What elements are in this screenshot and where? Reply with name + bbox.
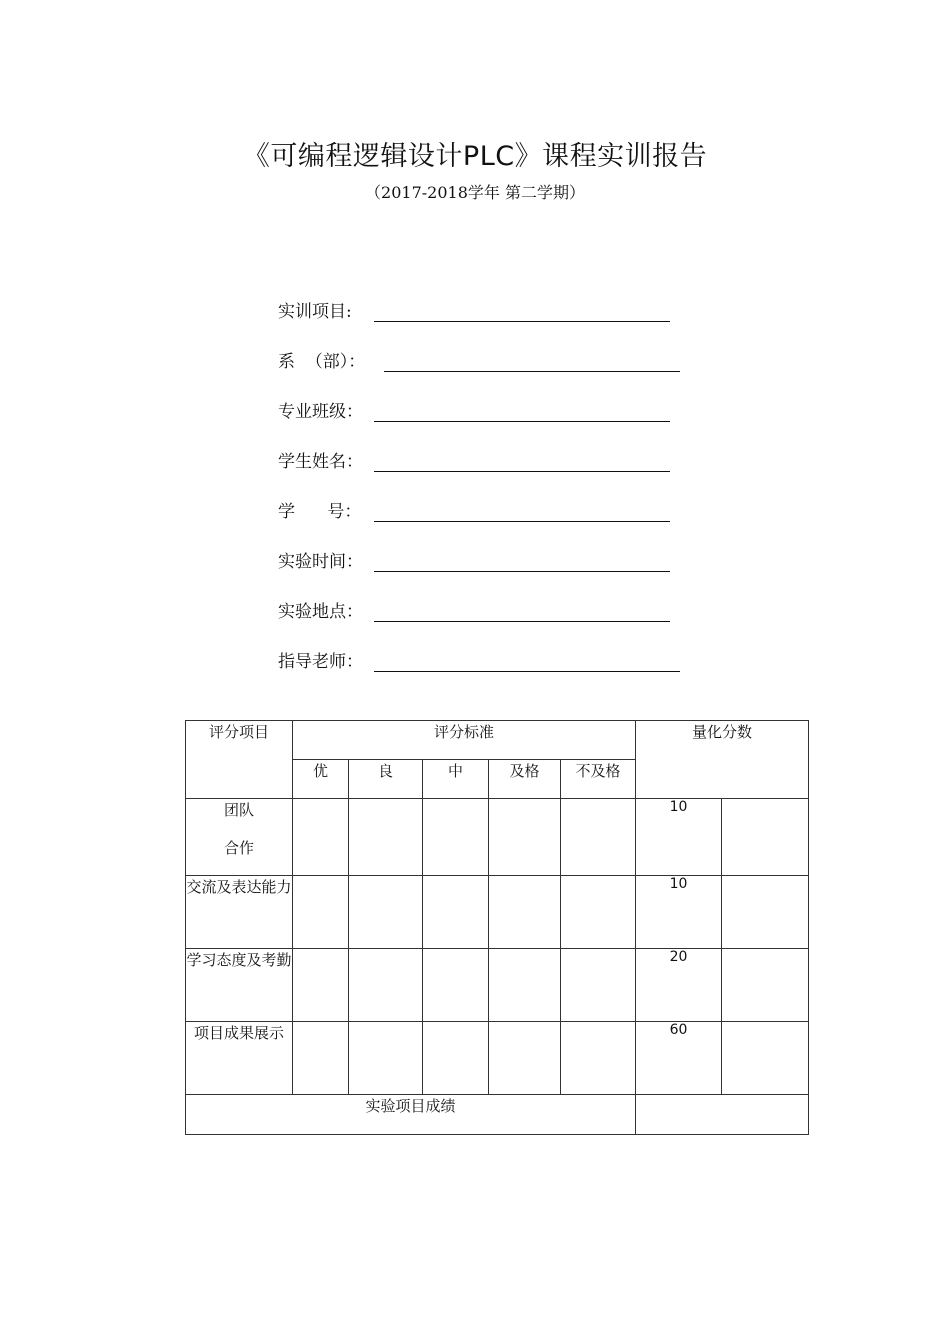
table-row bbox=[186, 949, 809, 1022]
row-label-results: 项目成果展示 bbox=[186, 1022, 293, 1095]
grade-fail: 不及格 bbox=[561, 760, 636, 799]
field-label: 学 号： bbox=[278, 502, 362, 522]
grade-cell[interactable] bbox=[423, 876, 489, 949]
table-row-total bbox=[186, 1095, 809, 1135]
score-weight: 10 bbox=[636, 876, 722, 949]
score-cell[interactable] bbox=[722, 949, 809, 1022]
field-label: 专业班级： bbox=[278, 402, 363, 422]
grade-cell[interactable] bbox=[293, 949, 349, 1022]
header-item: 评分项目 bbox=[186, 721, 293, 799]
grade-cell[interactable] bbox=[489, 799, 561, 876]
grade-cell[interactable] bbox=[489, 876, 561, 949]
grade-good: 良 bbox=[349, 760, 423, 799]
header-standard: 评分标准 bbox=[293, 721, 636, 760]
grade-cell[interactable] bbox=[423, 1022, 489, 1095]
project-blank-line[interactable] bbox=[374, 321, 670, 322]
grade-cell[interactable] bbox=[561, 876, 636, 949]
table-row bbox=[186, 1022, 809, 1095]
field-label: 系 （部）： bbox=[278, 352, 366, 372]
instructor-blank-line[interactable] bbox=[374, 671, 680, 672]
field-label: 实验时间： bbox=[278, 552, 363, 572]
grade-cell[interactable] bbox=[349, 949, 423, 1022]
field-label: 指导老师： bbox=[278, 652, 363, 672]
total-score-cell[interactable] bbox=[636, 1095, 809, 1135]
exp-time-blank-line[interactable] bbox=[374, 571, 670, 572]
score-cell[interactable] bbox=[722, 1022, 809, 1095]
grade-cell[interactable] bbox=[293, 1022, 349, 1095]
grade-cell[interactable] bbox=[293, 799, 349, 876]
grade-cell[interactable] bbox=[561, 799, 636, 876]
student-name-blank-line[interactable] bbox=[374, 471, 670, 472]
department-blank-line[interactable] bbox=[384, 371, 680, 372]
grade-medium: 中 bbox=[423, 760, 489, 799]
row-label-line: 团队 bbox=[223, 801, 254, 819]
row-label-line: 合作 bbox=[223, 839, 254, 857]
table-row bbox=[186, 799, 809, 876]
grade-cell[interactable] bbox=[561, 1022, 636, 1095]
score-cell[interactable] bbox=[722, 876, 809, 949]
grade-cell[interactable] bbox=[349, 799, 423, 876]
grade-cell[interactable] bbox=[349, 876, 423, 949]
grade-cell[interactable] bbox=[489, 949, 561, 1022]
row-label-attitude: 学习态度及考勤 bbox=[186, 949, 293, 1022]
total-label: 实验项目成绩 bbox=[186, 1095, 636, 1135]
exp-location-blank-line[interactable] bbox=[374, 621, 670, 622]
grade-cell[interactable] bbox=[423, 799, 489, 876]
grade-cell[interactable] bbox=[293, 876, 349, 949]
field-label: 实训项目: bbox=[278, 302, 352, 322]
score-table bbox=[185, 720, 809, 1135]
table-row bbox=[186, 876, 809, 949]
report-subtitle: （2017-2018学年 第二学期） bbox=[365, 183, 585, 202]
row-label-teamwork bbox=[186, 799, 293, 876]
report-title: 《可编程逻辑设计PLC》课程实训报告 bbox=[242, 141, 708, 172]
grade-pass: 及格 bbox=[489, 760, 561, 799]
score-cell[interactable] bbox=[722, 799, 809, 876]
score-weight: 10 bbox=[636, 799, 722, 876]
class-blank-line[interactable] bbox=[374, 421, 670, 422]
student-id-blank-line[interactable] bbox=[374, 521, 670, 522]
field-label: 学生姓名： bbox=[278, 452, 363, 472]
grade-cell[interactable] bbox=[561, 949, 636, 1022]
score-weight: 60 bbox=[636, 1022, 722, 1095]
grade-cell[interactable] bbox=[489, 1022, 561, 1095]
header-score: 量化分数 bbox=[636, 721, 809, 799]
score-weight: 20 bbox=[636, 949, 722, 1022]
grade-excellent: 优 bbox=[293, 760, 349, 799]
grade-cell[interactable] bbox=[349, 1022, 423, 1095]
field-label: 实验地点： bbox=[278, 602, 363, 622]
grade-cell[interactable] bbox=[423, 949, 489, 1022]
row-label-communication: 交流及表达能力 bbox=[186, 876, 293, 949]
